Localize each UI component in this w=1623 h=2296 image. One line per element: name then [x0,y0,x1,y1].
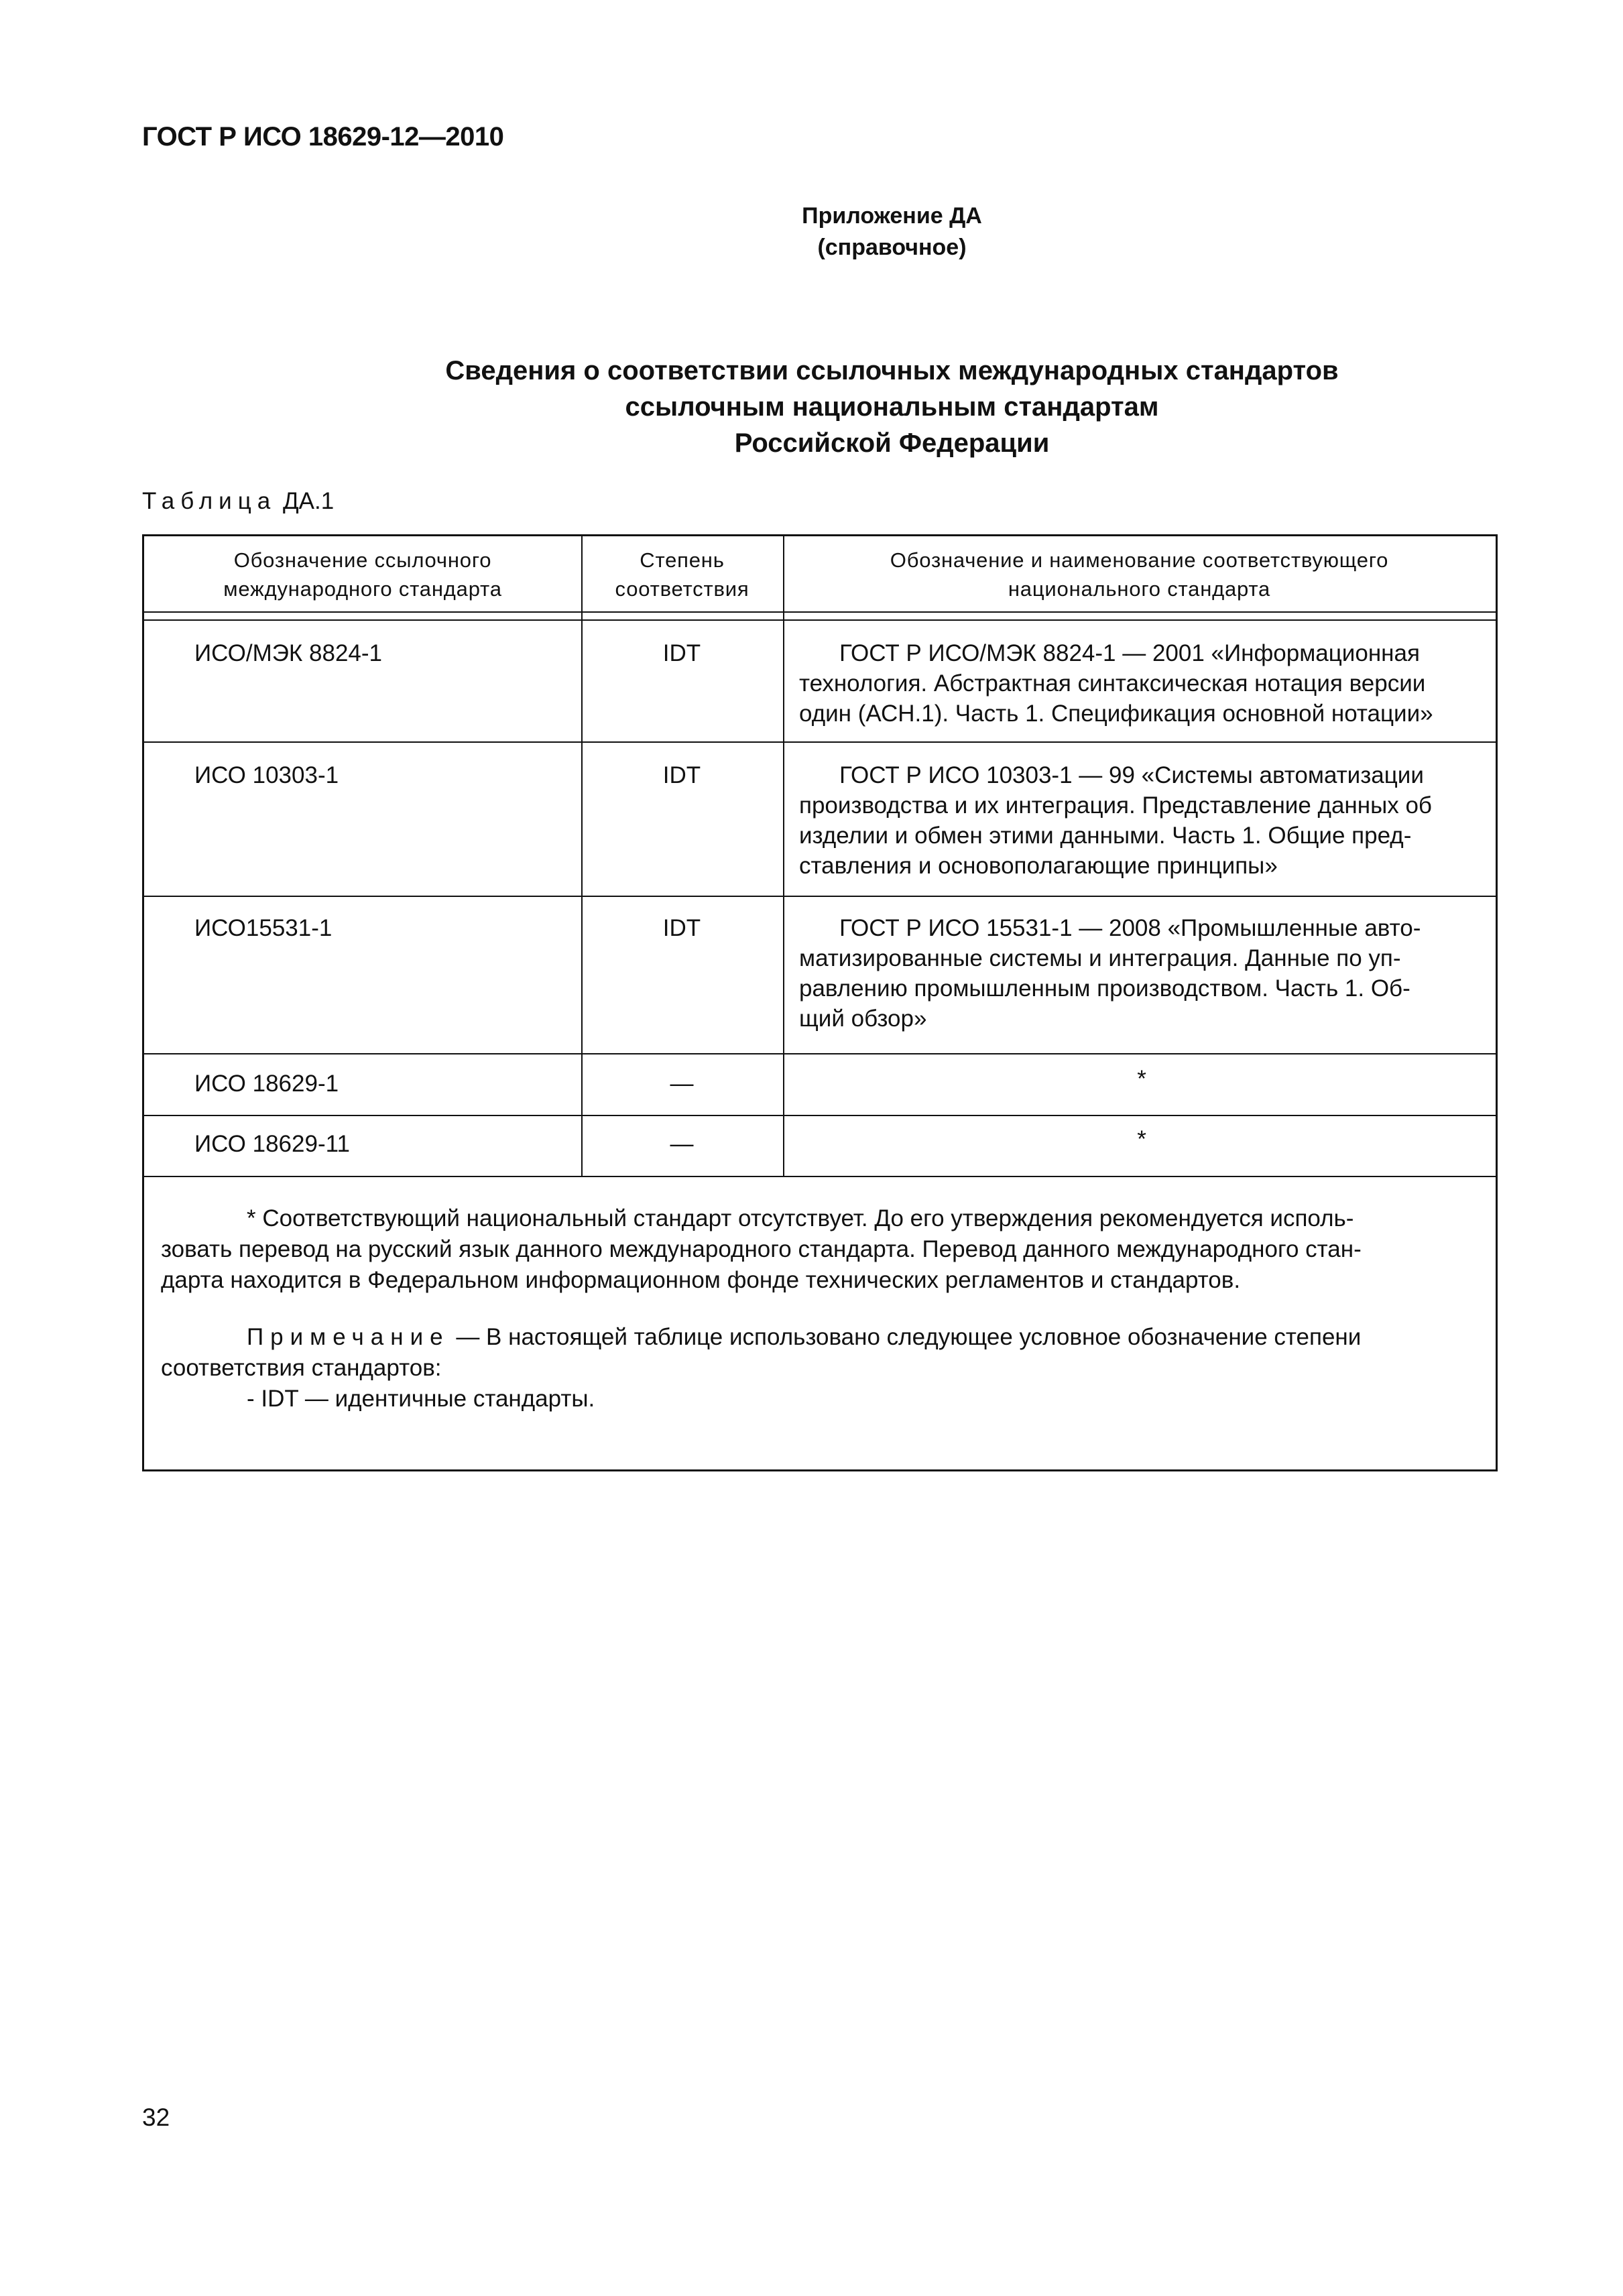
table-footnote [161,1203,1482,1296]
standards-table [142,534,1498,1471]
table-cell-code: ИСО 18629-1 [194,1071,339,1097]
column-header-line: соответствия [615,577,749,601]
note-line: соответствия стандартов: [161,1355,442,1381]
column-header-line: Обозначение и наименование соответствующего [890,548,1389,572]
row-divider [144,896,1496,897]
header-divider [144,619,1496,621]
table-cell-degree: — [670,1071,694,1097]
footnote-line: зовать перевод на русский язык данного международного стандарта. Перевод данного международного стан- [161,1236,1362,1262]
description-line: производства и их интеграция. Представление данных об [799,792,1432,819]
description-line: щий обзор» [799,1006,927,1032]
annex-subtitle: (справочное) [817,235,967,260]
table-cell-code: ИСО/МЭК 8824-1 [194,640,383,666]
column-header-line: Обозначение ссылочного [233,548,492,572]
table-cell-code: ИСО15531-1 [194,915,333,941]
table-cell-degree: IDT [662,640,701,666]
table-cell-degree: IDT [662,762,701,788]
row-divider [144,1053,1496,1054]
note-label: Примечание [247,1324,450,1350]
header-divider [144,611,1496,613]
table-label-number: ДА.1 [276,488,335,514]
description-line: ГОСТ Р ИСО/МЭК 8824-1 — 2001 «Информационная [839,640,1420,666]
row-divider [144,741,1496,743]
table-cell-degree: IDT [662,915,701,941]
description-line: ГОСТ Р ИСО 15531-1 — 2008 «Промышленные авто- [839,915,1421,941]
column-header-line: Степень [640,548,725,572]
footnote-line: дарта находится в Федеральном информационном фонде технических регламентов и стандартов. [161,1267,1241,1293]
description-line: равлению промышленным производством. Часть 1. Об- [799,975,1410,1002]
table-cell-description [799,913,1490,1034]
note-line [161,1322,1482,1353]
table-label-prefix: Таблица [142,488,277,514]
heading-line-1: Сведения о соответствии ссылочных международных стандартов [445,356,1339,385]
annex-title: Приложение ДА [802,203,982,229]
description-line: технология. Абстрактная синтаксическая нотация версии [799,670,1426,697]
footnote-line: * Соответствующий национальный стандарт отсутствует. До его утверждения рекомендуется исполь- [247,1205,1354,1231]
table-cell-code: ИСО 18629-11 [194,1131,350,1157]
column-divider [783,536,784,1176]
document-code: ГОСТ Р ИСО 18629-12—2010 [142,122,504,152]
page-number: 32 [142,2104,170,2131]
column-header-line: национального стандарта [1008,577,1271,601]
table-cell-code: ИСО 10303-1 [194,762,339,788]
column-header-degree [581,546,783,603]
table-cell-description [799,760,1490,881]
table-label [142,488,334,515]
column-header-international [144,546,581,603]
heading-line-3: Российской Федерации [734,428,1050,458]
table-cell-degree: — [670,1131,694,1157]
column-divider [581,536,583,1176]
description-line: матизированные системы и интеграция. Данные по уп- [799,945,1401,971]
description-line: ГОСТ Р ИСО 10303-1 — 99 «Системы автоматизации [839,762,1424,788]
heading-line-2: ссылочным национальным стандартам [625,392,1159,422]
table-cell-absent-mark: * [1137,1126,1146,1152]
description-line: изделии и обмен этими данными. Часть 1. Общие пред- [799,823,1412,849]
note-line: - IDT — идентичные стандарты. [247,1386,595,1412]
table-cell-description [799,638,1490,729]
column-header-line: международного стандарта [223,577,502,601]
description-line: ставления и основополагающие принципы» [799,853,1278,879]
note-text: — В настоящей таблице использовано следующее условное обозначение степени [449,1324,1362,1350]
row-divider [144,1176,1496,1177]
row-divider [144,1115,1496,1116]
description-line: один (АСН.1). Часть 1. Спецификация основной нотации» [799,701,1433,727]
column-header-national [783,546,1496,603]
table-note [161,1322,1482,1414]
section-heading [80,353,1623,461]
table-cell-absent-mark: * [1137,1066,1146,1092]
